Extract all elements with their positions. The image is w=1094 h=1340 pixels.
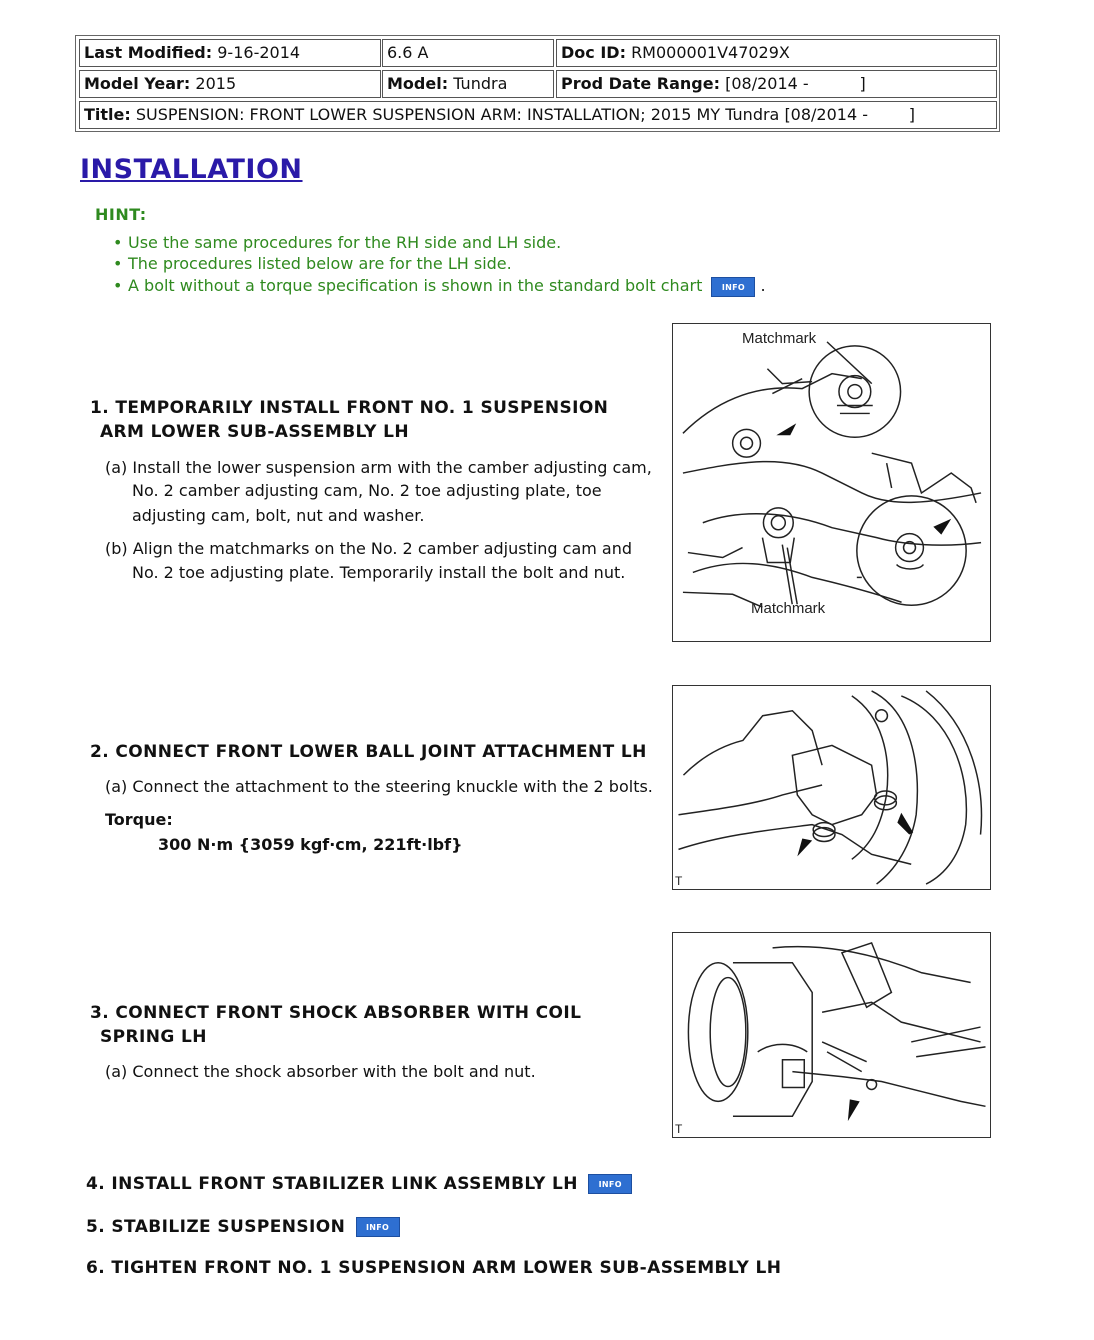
hint-item-text: A bolt without a torque specification is shown in the standard bolt chart: [128, 276, 703, 295]
doc-id-cell: [556, 39, 997, 67]
info-button[interactable]: INFO: [711, 277, 755, 297]
version-cell: [382, 39, 554, 67]
title-cell: [79, 101, 997, 129]
last-modified-label: Last Modified:: [84, 43, 213, 62]
matchmark-label-top: Matchmark: [742, 330, 817, 347]
step-1b-line: No. 2 toe adjusting plate. Temporarily install the bolt and nut.: [132, 563, 626, 582]
hint-suffix: .: [760, 276, 766, 295]
bullet-icon: •: [113, 233, 123, 252]
figure-ball-joint-attachment: [672, 685, 991, 890]
step-3a-line: (a) Connect the shock absorber with the bolt and nut.: [105, 1062, 536, 1081]
last-modified-cell: [79, 39, 381, 67]
step-3-title: 3. CONNECT FRONT SHOCK ABSORBER WITH COIL: [90, 1003, 582, 1023]
doc-id-label: Doc ID:: [561, 43, 626, 62]
lower-arm-illustration: [673, 324, 990, 641]
figure-lower-arm-matchmarks: [672, 323, 991, 642]
step-1-title: 1. TEMPORARILY INSTALL FRONT NO. 1 SUSPENSION: [90, 398, 609, 418]
info-button[interactable]: INFO: [588, 1174, 632, 1194]
torque-value: 300 N·m {3059 kgf·cm, 221ft·lbf}: [158, 835, 463, 854]
prod-date-value: [08/2014 - ]: [725, 74, 866, 93]
step-1b-line: (b) Align the matchmarks on the No. 2 camber adjusting cam and: [105, 539, 633, 558]
document-header-table: [75, 35, 1000, 132]
step-4-title-text: 4. INSTALL FRONT STABILIZER LINK ASSEMBLY LH: [86, 1174, 578, 1194]
page-title: INSTALLATION: [80, 154, 303, 185]
step-1a-line: (a) Install the lower suspension arm with the camber adjusting cam,: [105, 458, 652, 477]
step-3-title-continued: SPRING LH: [100, 1027, 207, 1047]
prod-date-label: Prod Date Range:: [561, 74, 720, 93]
step-4-title: [86, 1174, 632, 1194]
model-value: Tundra: [453, 74, 508, 93]
hint-item-text: The procedures listed below are for the LH side.: [128, 254, 512, 273]
step-2a-line: (a) Connect the attachment to the steering knuckle with the 2 bolts.: [105, 777, 653, 796]
prod-date-cell: [556, 70, 997, 98]
step-6-title: 6. TIGHTEN FRONT NO. 1 SUSPENSION ARM LOWER SUB-ASSEMBLY LH: [86, 1258, 782, 1278]
figure-corner-mark: T: [675, 874, 683, 888]
step-1a-line: adjusting cam, bolt, nut and washer.: [132, 506, 425, 525]
step-5-title: [86, 1217, 400, 1237]
model-year-label: Model Year:: [84, 74, 191, 93]
hint-item: [113, 276, 766, 297]
figure-shock-absorber: [672, 932, 991, 1138]
step-5-title-text: 5. STABILIZE SUSPENSION: [86, 1217, 346, 1237]
hint-item: [113, 254, 512, 273]
hint-item: [113, 233, 561, 252]
torque-label: Torque:: [105, 810, 173, 829]
version-value: 6.6 A: [387, 43, 429, 62]
title-value: SUSPENSION: FRONT LOWER SUSPENSION ARM: INSTALLATION; 2015 MY Tundra [08/2014 - ]: [135, 105, 915, 124]
bullet-icon: •: [113, 276, 123, 295]
figure-corner-mark: T: [675, 1122, 683, 1136]
shock-absorber-illustration: [673, 933, 990, 1137]
matchmark-label-bottom: Matchmark: [751, 600, 826, 617]
model-year-cell: [79, 70, 381, 98]
doc-id-value: RM000001V47029X: [631, 43, 790, 62]
model-cell: [382, 70, 554, 98]
bullet-icon: •: [113, 254, 123, 273]
step-1a-line: No. 2 camber adjusting cam, No. 2 toe adjusting plate, toe: [132, 481, 602, 500]
ball-joint-illustration: [673, 686, 990, 889]
step-1-title-continued: ARM LOWER SUB-ASSEMBLY LH: [100, 422, 410, 442]
hint-item-text: Use the same procedures for the RH side and LH side.: [128, 233, 562, 252]
model-year-value: 2015: [195, 74, 237, 93]
title-label: Title:: [84, 105, 131, 124]
last-modified-value: 9-16-2014: [217, 43, 301, 62]
info-button[interactable]: INFO: [356, 1217, 400, 1237]
model-label: Model:: [387, 74, 449, 93]
hint-label: HINT:: [95, 205, 147, 224]
step-2-title: 2. CONNECT FRONT LOWER BALL JOINT ATTACHMENT LH: [90, 742, 647, 762]
